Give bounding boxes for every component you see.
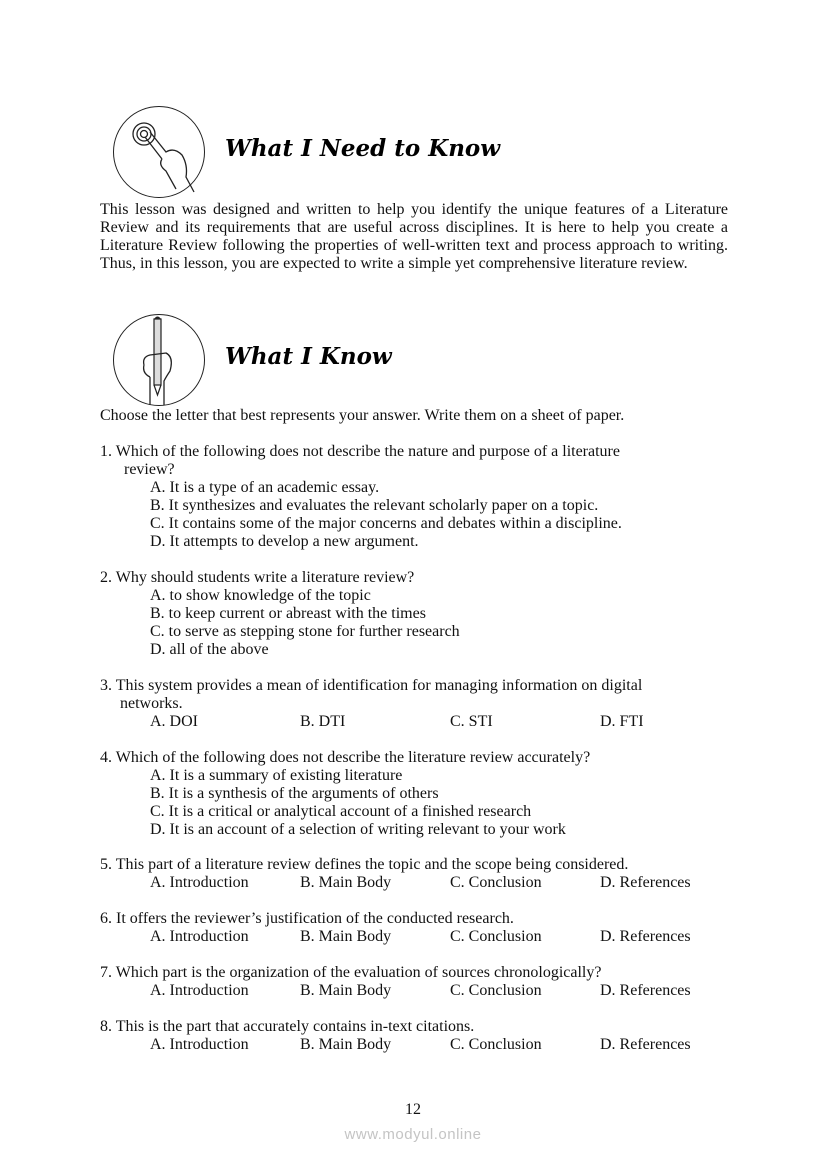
- watermark: www.modyul.online: [344, 1126, 482, 1143]
- instructions: Choose the letter that best represents your answer. Write them on a sheet of paper.: [100, 407, 625, 424]
- answer-option: A. to show knowledge of the topic: [150, 587, 371, 604]
- question-1: [100, 443, 730, 551]
- answer-option: D. It is an account of a selection of writing relevant to your work: [150, 821, 566, 838]
- answer-option: B. Main Body: [300, 982, 392, 999]
- answer-option: D. FTI: [600, 713, 644, 730]
- question-stem: 8. This is the part that accurately contains in-text citations.: [100, 1018, 475, 1035]
- page-number: 12: [405, 1101, 421, 1118]
- answer-option: C. It contains some of the major concerns and debates within a discipline.: [150, 515, 622, 532]
- answer-option: B. It synthesizes and evaluates the relevant scholarly paper on a topic.: [150, 497, 599, 514]
- answer-option: C. to serve as stepping stone for further research: [150, 623, 460, 640]
- answer-option: B. Main Body: [300, 1036, 392, 1053]
- hand-pointer-icon: [113, 106, 205, 198]
- answer-option: D. References: [600, 982, 691, 999]
- answer-option: C. Conclusion: [450, 874, 542, 891]
- question-3: [100, 677, 730, 731]
- hand-pencil-icon: [113, 314, 205, 406]
- answer-option: C. STI: [450, 713, 493, 730]
- answer-option: C. Conclusion: [450, 928, 542, 945]
- question-8: [100, 1018, 730, 1054]
- question-6: [100, 910, 730, 946]
- answer-option: D. References: [600, 1036, 691, 1053]
- answer-option: B. to keep current or abreast with the times: [150, 605, 426, 622]
- answer-option: B. Main Body: [300, 928, 392, 945]
- answer-option: D. It attempts to develop a new argument.: [150, 533, 419, 550]
- question-7: [100, 964, 730, 1000]
- answer-option: D. References: [600, 874, 691, 891]
- question-4: [100, 749, 730, 839]
- question-stem: networks.: [120, 695, 183, 712]
- section-title-what-i-need-to-know: What I Need to Know: [225, 135, 501, 162]
- question-stem: 5. This part of a literature review defines the topic and the scope being considered.: [100, 856, 629, 873]
- question-stem: review?: [124, 461, 175, 478]
- answer-option: B. Main Body: [300, 874, 392, 891]
- question-stem: 3. This system provides a mean of identification for managing information on digital: [100, 677, 643, 694]
- answer-option: A. Introduction: [150, 874, 249, 891]
- answer-option: D. References: [600, 928, 691, 945]
- answer-option: A. Introduction: [150, 1036, 249, 1053]
- answer-option: A. Introduction: [150, 928, 249, 945]
- question-2: [100, 569, 730, 659]
- answer-option: C. Conclusion: [450, 1036, 542, 1053]
- question-stem: 1. Which of the following does not describe the nature and purpose of a literature: [100, 443, 620, 460]
- answer-option: D. all of the above: [150, 641, 269, 658]
- question-5: [100, 856, 730, 892]
- answer-option: C. It is a critical or analytical account of a finished research: [150, 803, 532, 820]
- answer-option: A. Introduction: [150, 982, 249, 999]
- section-title-what-i-know: What I Know: [225, 343, 392, 370]
- answer-option: A. It is a summary of existing literature: [150, 767, 403, 784]
- question-stem: 4. Which of the following does not describe the literature review accurately?: [100, 749, 591, 766]
- lesson-description: This lesson was designed and written to help you identify the unique features of a Literature Review and its requirements that are useful across disciplines. It is here to help you create a Literature Review following the properties of well-written text and process approach to writing. Thus, in this lesson, you are expected to write a simple yet comprehensive literature review.: [100, 201, 728, 272]
- answer-option: A. DOI: [150, 713, 198, 730]
- answer-option: C. Conclusion: [450, 982, 542, 999]
- answer-option: B. It is a synthesis of the arguments of others: [150, 785, 439, 802]
- question-stem: 2. Why should students write a literature review?: [100, 569, 415, 586]
- question-stem: 6. It offers the reviewer’s justification of the conducted research.: [100, 910, 514, 927]
- question-stem: 7. Which part is the organization of the evaluation of sources chronologically?: [100, 964, 602, 981]
- answer-option: A. It is a type of an academic essay.: [150, 479, 380, 496]
- answer-option: B. DTI: [300, 713, 346, 730]
